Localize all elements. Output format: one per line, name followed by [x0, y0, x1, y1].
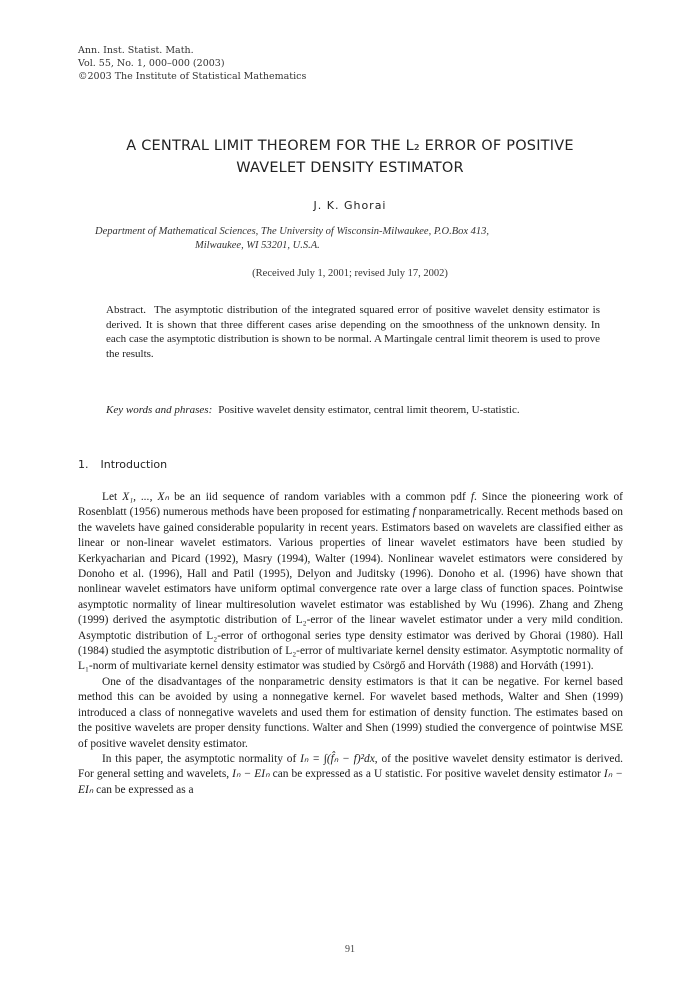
math-inline: X₁, ..., Xₙ [122, 491, 170, 503]
text-run: Let [102, 491, 123, 503]
paragraph-3 [78, 752, 623, 798]
keywords-text: Positive wavelet density estimator, central limit theorem, U-statistic. [218, 404, 520, 416]
abstract-label: Abstract. [106, 304, 147, 316]
section-title: Introduction [100, 458, 168, 471]
affiliation-line-2: Milwaukee, WI 53201, U.S.A. [195, 240, 320, 251]
page-number: 91 [345, 944, 355, 955]
journal-header [78, 44, 306, 83]
math-inline: f [412, 506, 416, 519]
journal-copyright-line: ©2003 The Institute of Statistical Mathematics [78, 71, 307, 82]
keywords [106, 403, 600, 418]
journal-volume-line: Vol. 55, No. 1, 000–000 (2003) [78, 58, 225, 69]
abstract [106, 303, 600, 361]
section-heading [78, 458, 167, 471]
journal-line: Ann. Inst. Statist. Math. [78, 45, 194, 56]
text-run: . Since the pioneering work of Rosenblatt (1956) numerous methods have been proposed for estimating [78, 491, 623, 519]
title-line-1: A CENTRAL LIMIT THEOREM FOR THE L₂ ERROR OF POSITIVE [126, 138, 574, 154]
text-run: can be expressed as a U statistic. For positive wavelet density estimator [269, 768, 604, 781]
title-line-2: WAVELET DENSITY ESTIMATOR [236, 160, 464, 176]
text-run: nonparametrically. Recent methods based on the wavelets have gained considerable popularity in recent years. Estimators based on wavelets are classified either as linear or non-linear wavelet estimators. Various properties of linear wavelet estimators have been studied by Kerkyacharian and Picard (1992), Masry (1994), Walter (1994). Nonlinear wavelet estimators were considered by Donoho et al. (1996), Hall and Patil (1995), Delyon and Juditsky (1996). Donoho et al. (1996) have shown that nonlinear wavelet estimators have uniform optimal convergence rate over a large class of function spaces. Pointwise asymptotic normality of linear multiresolution wavelet estimator was established by Wu (1996). Zhang and Zheng (1999) derived the asymptotic distribution of L₂-error of the linear wavelet estimator under a very mild condition. Asymptotic distribution of L₂-error of orthogonal series type density estimator was derived by Ghorai (1980). Hall (1984) studied the asymptotic distribution of L₂-error of multivariate kernel density estimator. Asymptotic normality of L₁-norm of multivariate kernel density estimator was studied by Csörgő and Horváth (1988) and Horváth (1991). [78, 506, 623, 673]
paper-title [60, 135, 640, 179]
math-inline: Iₙ = ∫(f̂ₙ − f)²dx [300, 752, 375, 765]
math-inline: f [470, 491, 474, 503]
text-run: be an iid sequence of random variables with a common pdf [169, 491, 471, 503]
section-number: 1. [78, 458, 89, 471]
paragraph-1 [78, 490, 623, 675]
author-name: J. K. Ghorai [313, 199, 387, 212]
keywords-label: Key words and phrases: [106, 404, 213, 416]
text-run: In this paper, the asymptotic normality of [102, 752, 301, 765]
body-text [78, 490, 623, 798]
math-inline: Iₙ − EIₙ [232, 768, 270, 781]
math-inline: Iₙ − EIₙ [78, 768, 623, 796]
paragraph-2: One of the disadvantages of the nonparametric density estimators is that it can be negative. For kernel based method this can be avoided by using a nonnegative kernel. For wavelet based methods, Walter and Shen (1999) introduced a class of nonnegative wavelets and used them for estimation of density function. The estimates based on the positive wavelets are proper density functions. Walter and Shen (1999) studied the convergence of pointwise MSE of positive wavelet density estimator. [78, 675, 623, 750]
author-affiliation [95, 225, 605, 253]
received-dates: (Received July 1, 2001; revised July 17, 2002) [252, 268, 448, 279]
text-run: can be expressed as a [93, 783, 194, 796]
affiliation-line-1: Department of Mathematical Sciences, The University of Wisconsin-Milwaukee, P.O.Box 413, [95, 226, 490, 237]
abstract-text: The asymptotic distribution of the integrated squared error of positive wavelet density estimator is derived. It is shown that three different cases arise depending on the smoothness of the unknown density. In each case the asymptotic distribution is shown to be normal. A Martingale central limit theorem is used to prove the results. [106, 304, 600, 360]
text-run: , of the positive wavelet density estimator is derived. For general setting and wavelets, [78, 752, 623, 781]
